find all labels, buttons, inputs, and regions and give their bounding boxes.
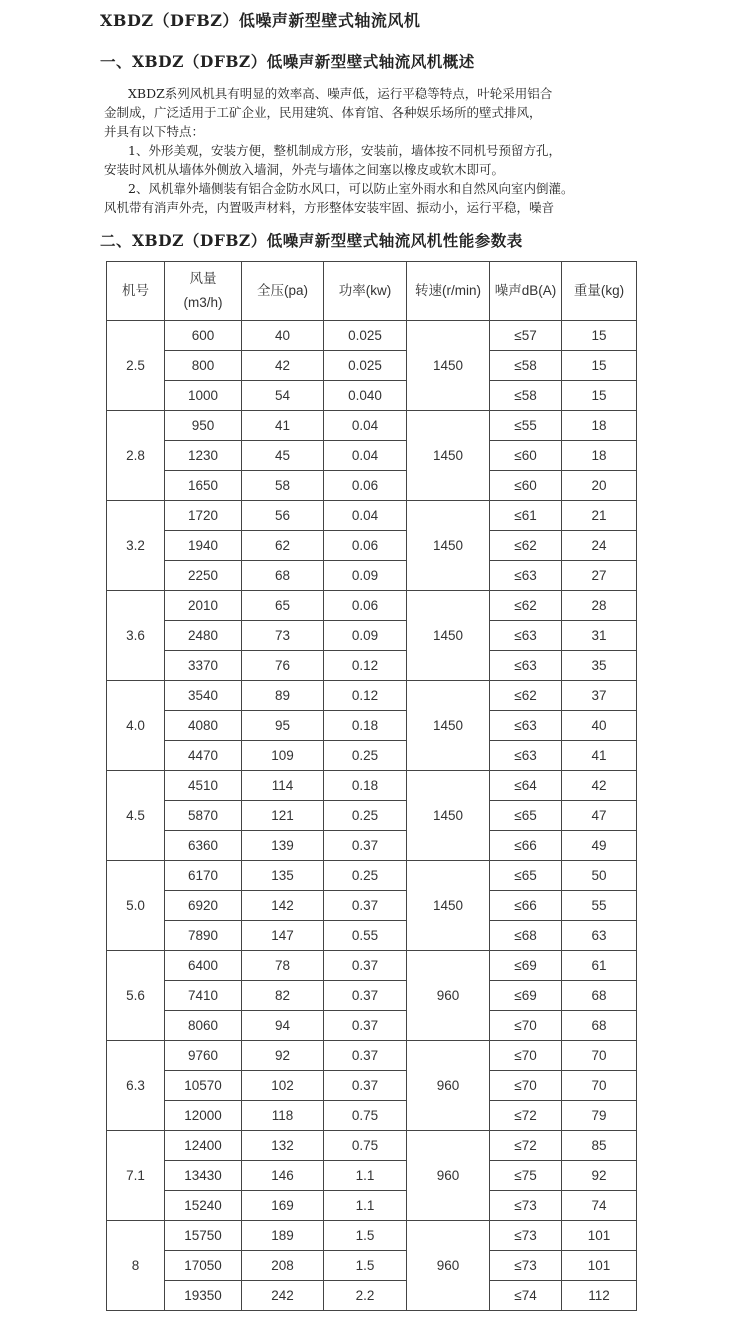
- cell-airflow: 950: [165, 411, 242, 441]
- cell-pressure: 95: [242, 711, 324, 741]
- cell-noise: ≤55: [490, 411, 562, 441]
- cell-noise: ≤69: [490, 951, 562, 981]
- cell-power: 0.75: [324, 1131, 407, 1161]
- cell-power: 0.025: [324, 321, 407, 351]
- cell-noise: ≤57: [490, 321, 562, 351]
- paragraph-line: 金制成，广泛适用于工矿企业，民用建筑、体育馆、各种娱乐场所的壁式排风，: [104, 105, 542, 120]
- cell-pressure: 132: [242, 1131, 324, 1161]
- cell-power: 0.37: [324, 951, 407, 981]
- cell-noise: ≤73: [490, 1221, 562, 1251]
- cell-airflow: 4510: [165, 771, 242, 801]
- cell-airflow: 7410: [165, 981, 242, 1011]
- cell-noise: ≤62: [490, 531, 562, 561]
- paragraph-line: XBDZ系列风机具有明显的效率高、噪声低，运行平稳等特点，叶轮采用铝合: [128, 86, 553, 101]
- cell-noise: ≤60: [490, 471, 562, 501]
- cell-noise: ≤63: [490, 621, 562, 651]
- cell-weight: 18: [562, 411, 637, 441]
- cell-pressure: 76: [242, 651, 324, 681]
- cell-pressure: 189: [242, 1221, 324, 1251]
- table-row: [107, 1101, 637, 1131]
- cell-airflow: 9760: [165, 1041, 242, 1071]
- cell-model: 2.5: [107, 321, 165, 411]
- section-heading-specs: 二、XBDZ（DFBZ）低噪声新型壁式轴流风机性能参数表: [100, 231, 523, 250]
- cell-airflow: 1230: [165, 441, 242, 471]
- cell-pressure: 42: [242, 351, 324, 381]
- header-airflow: [165, 262, 242, 321]
- cell-weight: 55: [562, 891, 637, 921]
- cell-airflow: 10570: [165, 1071, 242, 1101]
- cell-weight: 37: [562, 681, 637, 711]
- paragraph-line: 并具有以下特点：: [104, 124, 205, 139]
- cell-noise: ≤72: [490, 1131, 562, 1161]
- cell-power: 0.18: [324, 711, 407, 741]
- cell-weight: 50: [562, 861, 637, 891]
- cell-weight: 24: [562, 531, 637, 561]
- cell-weight: 47: [562, 801, 637, 831]
- cell-pressure: 208: [242, 1251, 324, 1281]
- cell-pressure: 169: [242, 1191, 324, 1221]
- cell-pressure: 82: [242, 981, 324, 1011]
- table-row: [107, 1221, 637, 1251]
- cell-noise: ≤70: [490, 1041, 562, 1071]
- cell-noise: ≤62: [490, 681, 562, 711]
- cell-pressure: 54: [242, 381, 324, 411]
- cell-pressure: 56: [242, 501, 324, 531]
- paragraph-line: 风机带有消声外壳，内置吸声材料，方形整体安装牢固、振动小，运行平稳，噪音: [104, 200, 555, 215]
- cell-airflow: 12000: [165, 1101, 242, 1131]
- cell-power: 0.37: [324, 1041, 407, 1071]
- cell-pressure: 121: [242, 801, 324, 831]
- cell-weight: 68: [562, 981, 637, 1011]
- cell-power: 0.25: [324, 741, 407, 771]
- cell-airflow: 2480: [165, 621, 242, 651]
- cell-pressure: 94: [242, 1011, 324, 1041]
- table-row: [107, 1281, 637, 1311]
- table-row: [107, 921, 637, 951]
- table-row: [107, 321, 637, 351]
- table-row: [107, 861, 637, 891]
- cell-power: 2.2: [324, 1281, 407, 1311]
- cell-model: 4.0: [107, 681, 165, 771]
- cell-speed: 1450: [407, 591, 490, 681]
- cell-noise: ≤65: [490, 861, 562, 891]
- table-row: [107, 501, 637, 531]
- cell-noise: ≤69: [490, 981, 562, 1011]
- cell-power: 0.04: [324, 501, 407, 531]
- cell-weight: 79: [562, 1101, 637, 1131]
- cell-model: 7.1: [107, 1131, 165, 1221]
- cell-power: 0.12: [324, 681, 407, 711]
- cell-model: 6.3: [107, 1041, 165, 1131]
- cell-pressure: 40: [242, 321, 324, 351]
- overview-paragraphs: [104, 84, 636, 217]
- cell-airflow: 15750: [165, 1221, 242, 1251]
- cell-pressure: 78: [242, 951, 324, 981]
- cell-speed: 960: [407, 951, 490, 1041]
- cell-airflow: 4470: [165, 741, 242, 771]
- cell-pressure: 142: [242, 891, 324, 921]
- cell-speed: 1450: [407, 681, 490, 771]
- section-heading-overview: 一、XBDZ（DFBZ）低噪声新型壁式轴流风机概述: [100, 52, 475, 71]
- table-row: [107, 591, 637, 621]
- cell-model: 5.0: [107, 861, 165, 951]
- cell-power: 0.12: [324, 651, 407, 681]
- cell-noise: ≤60: [490, 441, 562, 471]
- cell-pressure: 68: [242, 561, 324, 591]
- cell-noise: ≤66: [490, 891, 562, 921]
- cell-weight: 85: [562, 1131, 637, 1161]
- cell-power: 1.1: [324, 1161, 407, 1191]
- page-title: XBDZ（DFBZ）低噪声新型壁式轴流风机: [100, 11, 421, 30]
- cell-noise: ≤63: [490, 741, 562, 771]
- cell-power: 0.75: [324, 1101, 407, 1131]
- header-noise: 噪声dB(A): [490, 262, 562, 321]
- cell-noise: ≤65: [490, 801, 562, 831]
- cell-weight: 41: [562, 741, 637, 771]
- cell-airflow: 3540: [165, 681, 242, 711]
- cell-pressure: 109: [242, 741, 324, 771]
- cell-pressure: 118: [242, 1101, 324, 1131]
- cell-airflow: 17050: [165, 1251, 242, 1281]
- cell-weight: 112: [562, 1281, 637, 1311]
- cell-power: 1.5: [324, 1221, 407, 1251]
- cell-weight: 15: [562, 351, 637, 381]
- cell-pressure: 65: [242, 591, 324, 621]
- cell-speed: 1450: [407, 771, 490, 861]
- table-row: [107, 711, 637, 741]
- cell-airflow: 2250: [165, 561, 242, 591]
- table-row: [107, 681, 637, 711]
- cell-power: 0.25: [324, 801, 407, 831]
- cell-weight: 18: [562, 441, 637, 471]
- table-row: [107, 831, 637, 861]
- cell-airflow: 4080: [165, 711, 242, 741]
- table-row: [107, 561, 637, 591]
- table-row: [107, 891, 637, 921]
- table-row: [107, 1071, 637, 1101]
- cell-noise: ≤75: [490, 1161, 562, 1191]
- cell-speed: 1450: [407, 861, 490, 951]
- cell-pressure: 139: [242, 831, 324, 861]
- table-row: [107, 441, 637, 471]
- cell-power: 0.55: [324, 921, 407, 951]
- cell-power: 0.37: [324, 891, 407, 921]
- cell-airflow: 1000: [165, 381, 242, 411]
- cell-pressure: 242: [242, 1281, 324, 1311]
- table-row: [107, 951, 637, 981]
- cell-airflow: 5870: [165, 801, 242, 831]
- cell-noise: ≤62: [490, 591, 562, 621]
- spec-table: [106, 261, 637, 1311]
- cell-airflow: 6360: [165, 831, 242, 861]
- cell-power: 0.25: [324, 861, 407, 891]
- cell-model: 5.6: [107, 951, 165, 1041]
- paragraph-line: 2、风机靠外墙侧装有铝合金防水风口，可以防止室外雨水和自然风向室内倒灌。: [128, 181, 574, 196]
- cell-noise: ≤63: [490, 651, 562, 681]
- cell-model: 3.6: [107, 591, 165, 681]
- cell-power: 0.18: [324, 771, 407, 801]
- cell-noise: ≤64: [490, 771, 562, 801]
- cell-airflow: 6920: [165, 891, 242, 921]
- paragraph-line: 1、外形美观，安装方便，整机制成方形，安装前，墙体按不同机号预留方孔，: [128, 143, 561, 158]
- table-row: [107, 411, 637, 441]
- cell-weight: 40: [562, 711, 637, 741]
- cell-weight: 42: [562, 771, 637, 801]
- header-airflow-unit: (m3/h): [183, 295, 223, 310]
- cell-airflow: 7890: [165, 921, 242, 951]
- cell-power: 0.06: [324, 531, 407, 561]
- cell-weight: 101: [562, 1221, 637, 1251]
- cell-noise: ≤58: [490, 351, 562, 381]
- cell-weight: 49: [562, 831, 637, 861]
- cell-weight: 63: [562, 921, 637, 951]
- cell-speed: 960: [407, 1041, 490, 1131]
- cell-power: 0.37: [324, 1011, 407, 1041]
- cell-airflow: 6170: [165, 861, 242, 891]
- table-row: [107, 771, 637, 801]
- cell-pressure: 73: [242, 621, 324, 651]
- cell-weight: 15: [562, 321, 637, 351]
- cell-power: 1.5: [324, 1251, 407, 1281]
- cell-noise: ≤58: [490, 381, 562, 411]
- cell-weight: 70: [562, 1041, 637, 1071]
- cell-airflow: 8060: [165, 1011, 242, 1041]
- cell-model: 8: [107, 1221, 165, 1311]
- cell-weight: 74: [562, 1191, 637, 1221]
- table-row: [107, 1041, 637, 1071]
- cell-pressure: 45: [242, 441, 324, 471]
- cell-weight: 35: [562, 651, 637, 681]
- cell-noise: ≤68: [490, 921, 562, 951]
- table-row: [107, 801, 637, 831]
- cell-noise: ≤63: [490, 711, 562, 741]
- cell-airflow: 6400: [165, 951, 242, 981]
- cell-weight: 92: [562, 1161, 637, 1191]
- cell-pressure: 146: [242, 1161, 324, 1191]
- table-row: [107, 741, 637, 771]
- cell-speed: 1450: [407, 321, 490, 411]
- table-row: [107, 531, 637, 561]
- cell-airflow: 15240: [165, 1191, 242, 1221]
- cell-model: 4.5: [107, 771, 165, 861]
- cell-noise: ≤61: [490, 501, 562, 531]
- table-row: [107, 981, 637, 1011]
- cell-power: 0.37: [324, 831, 407, 861]
- cell-speed: 1450: [407, 501, 490, 591]
- cell-pressure: 58: [242, 471, 324, 501]
- cell-noise: ≤72: [490, 1101, 562, 1131]
- header-pressure: 全压(pa): [242, 262, 324, 321]
- cell-power: 0.04: [324, 411, 407, 441]
- cell-pressure: 102: [242, 1071, 324, 1101]
- cell-weight: 31: [562, 621, 637, 651]
- cell-weight: 27: [562, 561, 637, 591]
- cell-power: 0.06: [324, 591, 407, 621]
- cell-power: 0.06: [324, 471, 407, 501]
- table-row: [107, 651, 637, 681]
- table-row: [107, 351, 637, 381]
- cell-pressure: 135: [242, 861, 324, 891]
- cell-speed: 960: [407, 1131, 490, 1221]
- cell-weight: 101: [562, 1251, 637, 1281]
- cell-noise: ≤63: [490, 561, 562, 591]
- cell-weight: 28: [562, 591, 637, 621]
- cell-airflow: 12400: [165, 1131, 242, 1161]
- header-power: 功率(kw): [324, 262, 407, 321]
- cell-weight: 21: [562, 501, 637, 531]
- cell-power: 1.1: [324, 1191, 407, 1221]
- cell-power: 0.37: [324, 981, 407, 1011]
- cell-speed: 960: [407, 1221, 490, 1311]
- cell-weight: 61: [562, 951, 637, 981]
- table-header-row: [107, 262, 637, 321]
- cell-airflow: 1940: [165, 531, 242, 561]
- cell-noise: ≤66: [490, 831, 562, 861]
- cell-power: 0.09: [324, 621, 407, 651]
- cell-power: 0.025: [324, 351, 407, 381]
- cell-pressure: 114: [242, 771, 324, 801]
- cell-power: 0.04: [324, 441, 407, 471]
- cell-airflow: 2010: [165, 591, 242, 621]
- cell-model: 2.8: [107, 411, 165, 501]
- cell-power: 0.09: [324, 561, 407, 591]
- cell-noise: ≤73: [490, 1251, 562, 1281]
- cell-power: 0.040: [324, 381, 407, 411]
- cell-speed: 1450: [407, 411, 490, 501]
- cell-pressure: 62: [242, 531, 324, 561]
- table-row: [107, 471, 637, 501]
- table-row: [107, 1011, 637, 1041]
- cell-weight: 68: [562, 1011, 637, 1041]
- header-airflow-label: 风量: [189, 271, 217, 286]
- cell-weight: 15: [562, 381, 637, 411]
- cell-noise: ≤70: [490, 1071, 562, 1101]
- table-row: [107, 381, 637, 411]
- cell-pressure: 147: [242, 921, 324, 951]
- cell-power: 0.37: [324, 1071, 407, 1101]
- spec-table-body: [107, 321, 637, 1311]
- table-row: [107, 1161, 637, 1191]
- cell-airflow: 1720: [165, 501, 242, 531]
- cell-airflow: 800: [165, 351, 242, 381]
- cell-pressure: 89: [242, 681, 324, 711]
- cell-weight: 20: [562, 471, 637, 501]
- header-model: 机号: [107, 262, 165, 321]
- cell-noise: ≤73: [490, 1191, 562, 1221]
- cell-noise: ≤74: [490, 1281, 562, 1311]
- paragraph-line: 安装时风机从墙体外侧放入墙洞，外壳与墙体之间塞以橡皮或软木即可。: [104, 162, 505, 177]
- cell-pressure: 41: [242, 411, 324, 441]
- table-row: [107, 1131, 637, 1161]
- header-speed: 转速(r/min): [407, 262, 490, 321]
- cell-noise: ≤70: [490, 1011, 562, 1041]
- cell-pressure: 92: [242, 1041, 324, 1071]
- cell-airflow: 19350: [165, 1281, 242, 1311]
- table-row: [107, 621, 637, 651]
- table-row: [107, 1191, 637, 1221]
- header-weight: 重量(kg): [562, 262, 637, 321]
- table-row: [107, 1251, 637, 1281]
- cell-airflow: 3370: [165, 651, 242, 681]
- cell-model: 3.2: [107, 501, 165, 591]
- cell-airflow: 1650: [165, 471, 242, 501]
- cell-weight: 70: [562, 1071, 637, 1101]
- cell-airflow: 600: [165, 321, 242, 351]
- cell-airflow: 13430: [165, 1161, 242, 1191]
